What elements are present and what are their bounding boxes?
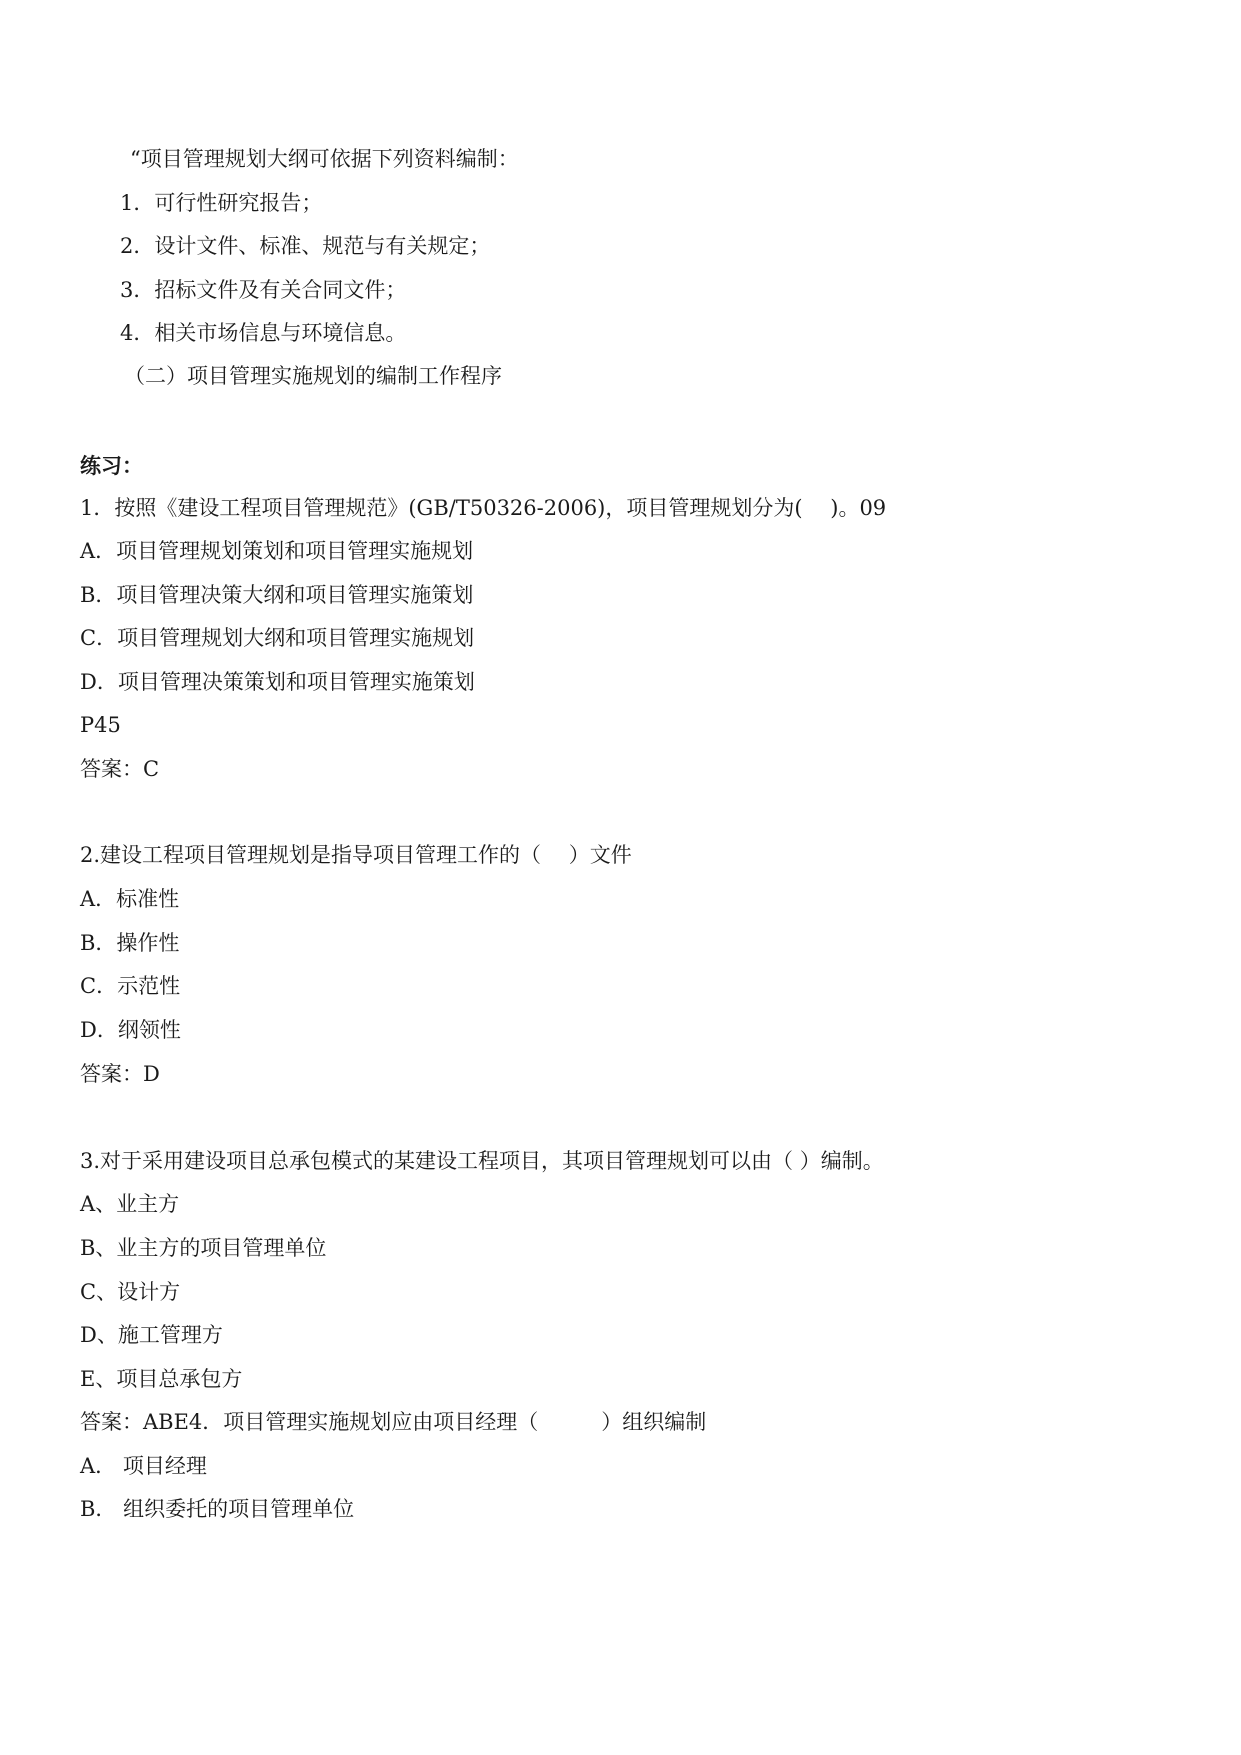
q1-page-ref: P45 [80,713,121,737]
intro-list-item: 1．可行性研究报告； [120,191,323,215]
q2-option-b: B．操作性 [80,931,180,955]
q4-option-b: B． 组织委托的项目管理单位 [80,1497,355,1521]
q1-option-c: C．项目管理规划大纲和项目管理实施规划 [80,626,475,650]
q1-option-b: B．项目管理决策大纲和项目管理实施策划 [80,583,474,607]
q3-option-c: C、设计方 [80,1280,181,1304]
q3-option-e: E、项目总承包方 [80,1367,243,1391]
q2-option-d: D．纲领性 [80,1018,181,1042]
q2-option-a: A．标准性 [80,887,180,911]
exercises-heading: 练习： [80,453,143,478]
q1-option-a: A．项目管理规划策划和项目管理实施规划 [80,539,474,563]
question-3: 3.对于采用建设项目总承包模式的某建设工程项目，其项目管理规划可以由（ ）编制。 [80,1149,884,1173]
q4-option-a: A． 项目经理 [80,1454,207,1478]
q3-option-b: B、业主方的项目管理单位 [80,1236,327,1260]
question-2: 2.建设工程项目管理规划是指导项目管理工作的（ ）文件 [80,843,632,867]
intro-list-item: 3．招标文件及有关合同文件； [120,278,407,302]
q1-answer: 答案：C [80,757,160,781]
q1-option-d: D．项目管理决策策划和项目管理实施策划 [80,670,475,694]
intro-quote-line: “项目管理规划大纲可依据下列资料编制： [130,147,519,171]
q3-option-a: A、业主方 [80,1192,180,1216]
q2-answer: 答案：D [80,1062,160,1086]
q3-answer-q4-question: 答案：ABE4．项目管理实施规划应由项目经理（ ）组织编制 [80,1410,707,1434]
intro-list-item: 4．相关市场信息与环境信息。 [120,321,407,345]
question-1: 1．按照《建设工程项目管理规范》(GB/T50326-2006)，项目管理规划分为( )。09 [80,496,887,520]
intro-subheading: （二）项目管理实施规划的编制工作程序 [124,364,502,388]
intro-list-item: 2．设计文件、标准、规范与有关规定； [120,234,491,258]
q3-option-d: D、施工管理方 [80,1323,223,1347]
q2-option-c: C．示范性 [80,974,181,998]
